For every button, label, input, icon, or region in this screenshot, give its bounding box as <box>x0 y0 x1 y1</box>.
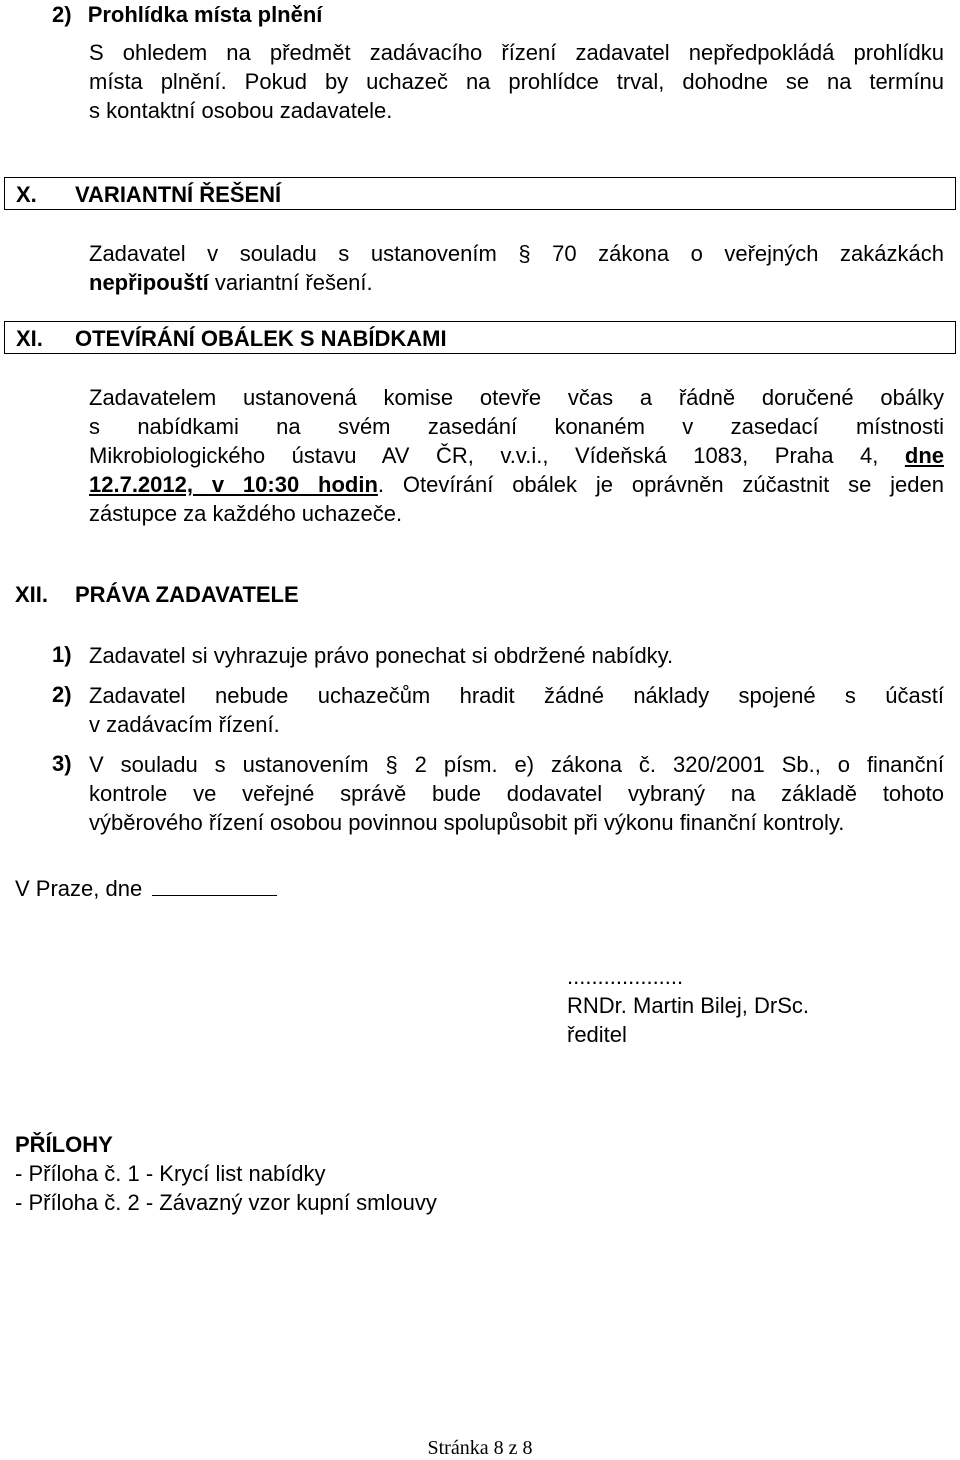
section-xi-line: s nabídkami na svém zasedání konaném v zasedací místnosti <box>89 414 944 439</box>
section-2-number: 2) <box>52 2 72 27</box>
section-xi-line: zástupce za každého uchazeče. <box>89 501 403 526</box>
signature-block <box>567 962 809 1049</box>
section-xi-body <box>89 383 944 528</box>
section-2-line: S ohledem na předmět zadávacího řízení zadavatel nepředpokládá prohlídku <box>89 40 944 65</box>
attachments <box>15 1130 437 1217</box>
list-item-line: Zadavatel si vyhrazuje právo ponechat si obdržené nabídky. <box>89 643 674 668</box>
section-2-title: Prohlídka místa plnění <box>87 2 323 27</box>
section-x-number: X. <box>16 182 37 207</box>
section-xi-line <box>89 441 944 470</box>
list-item-line: v zadávacím řízení. <box>89 712 280 737</box>
date-dne-underlined: dne <box>904 443 944 468</box>
section-x-title: VARIANTNÍ ŘEŠENÍ <box>75 182 282 207</box>
section-2-heading <box>52 2 322 28</box>
section-xi-line3-text: Mikrobiologického ústavu AV ČR, v.v.i., Vídeňská 1083, Praha 4, <box>89 443 905 468</box>
list-item <box>89 681 944 739</box>
date-time-underlined: 12.7.2012, v 10:30 hodin <box>89 472 378 497</box>
section-xi-line: Zadavatelem ustanovená komise otevře včas a řádně doručené obálky <box>89 385 944 410</box>
signatory-role: ředitel <box>567 1022 627 1047</box>
list-item <box>89 750 944 837</box>
attachments-title: PŘÍLOHY <box>15 1132 113 1157</box>
section-xii-number: XII. <box>15 582 49 607</box>
list-item-number: 3) <box>52 751 72 776</box>
section-2-line: místa plnění. Pokud by uchazeč na prohlídce trval, dohodne se na termínu <box>89 69 944 94</box>
list-item-line: výběrového řízení osobou povinnou spolupůsobit při výkonu finanční kontroly. <box>89 810 845 835</box>
section-x-body <box>89 239 944 297</box>
attachment-item: - Příloha č. 1 - Krycí list nabídky <box>15 1161 326 1186</box>
attachment-item: - Příloha č. 2 - Závazný vzor kupní smlouvy <box>15 1190 437 1215</box>
section-x-heading-box <box>4 177 956 210</box>
section-x-line: Zadavatel v souladu s ustanovením § 70 zákona o veřejných zakázkách <box>89 241 944 266</box>
page-footer <box>0 1437 960 1460</box>
page-number: Stránka 8 z 8 <box>427 1437 533 1459</box>
section-xii-title: PRÁVA ZADAVATELE <box>75 582 299 607</box>
list-item-number: 1) <box>52 642 72 667</box>
nepripousti-bold: nepřipouští <box>89 270 209 295</box>
section-xi-number: XI. <box>16 326 43 351</box>
section-xi-line <box>89 470 944 499</box>
place-date-label: V Praze, dne <box>15 876 143 901</box>
list-item-line: Zadavatel nebude uchazečům hradit žádné náklady spojené s účastí <box>89 683 944 708</box>
place-date <box>15 876 277 902</box>
signature-dots: ................... <box>567 964 684 989</box>
list-item <box>89 641 944 670</box>
list-item-line: V souladu s ustanovením § 2 písm. e) zákona č. 320/2001 Sb., o finanční <box>89 752 944 777</box>
section-xi-line4-text: . Otevírání obálek je oprávněn zúčastnit se jeden <box>377 472 944 497</box>
list-item-line: kontrole ve veřejné správě bude dodavatel vybraný na základě tohoto <box>89 781 944 806</box>
section-x-line <box>89 268 944 297</box>
list-item-number: 2) <box>52 682 72 707</box>
section-xi-title: OTEVÍRÁNÍ OBÁLEK S NABÍDKAMI <box>75 326 447 351</box>
signatory-name: RNDr. Martin Bilej, DrSc. <box>567 993 810 1018</box>
section-x-line-rest: variantní řešení. <box>208 270 373 295</box>
date-blank-line <box>152 877 277 896</box>
section-xii-heading <box>15 582 299 608</box>
section-2-line: s kontaktní osobou zadavatele. <box>89 98 393 123</box>
section-xi-heading-box <box>4 321 956 354</box>
section-2-body <box>89 38 944 125</box>
